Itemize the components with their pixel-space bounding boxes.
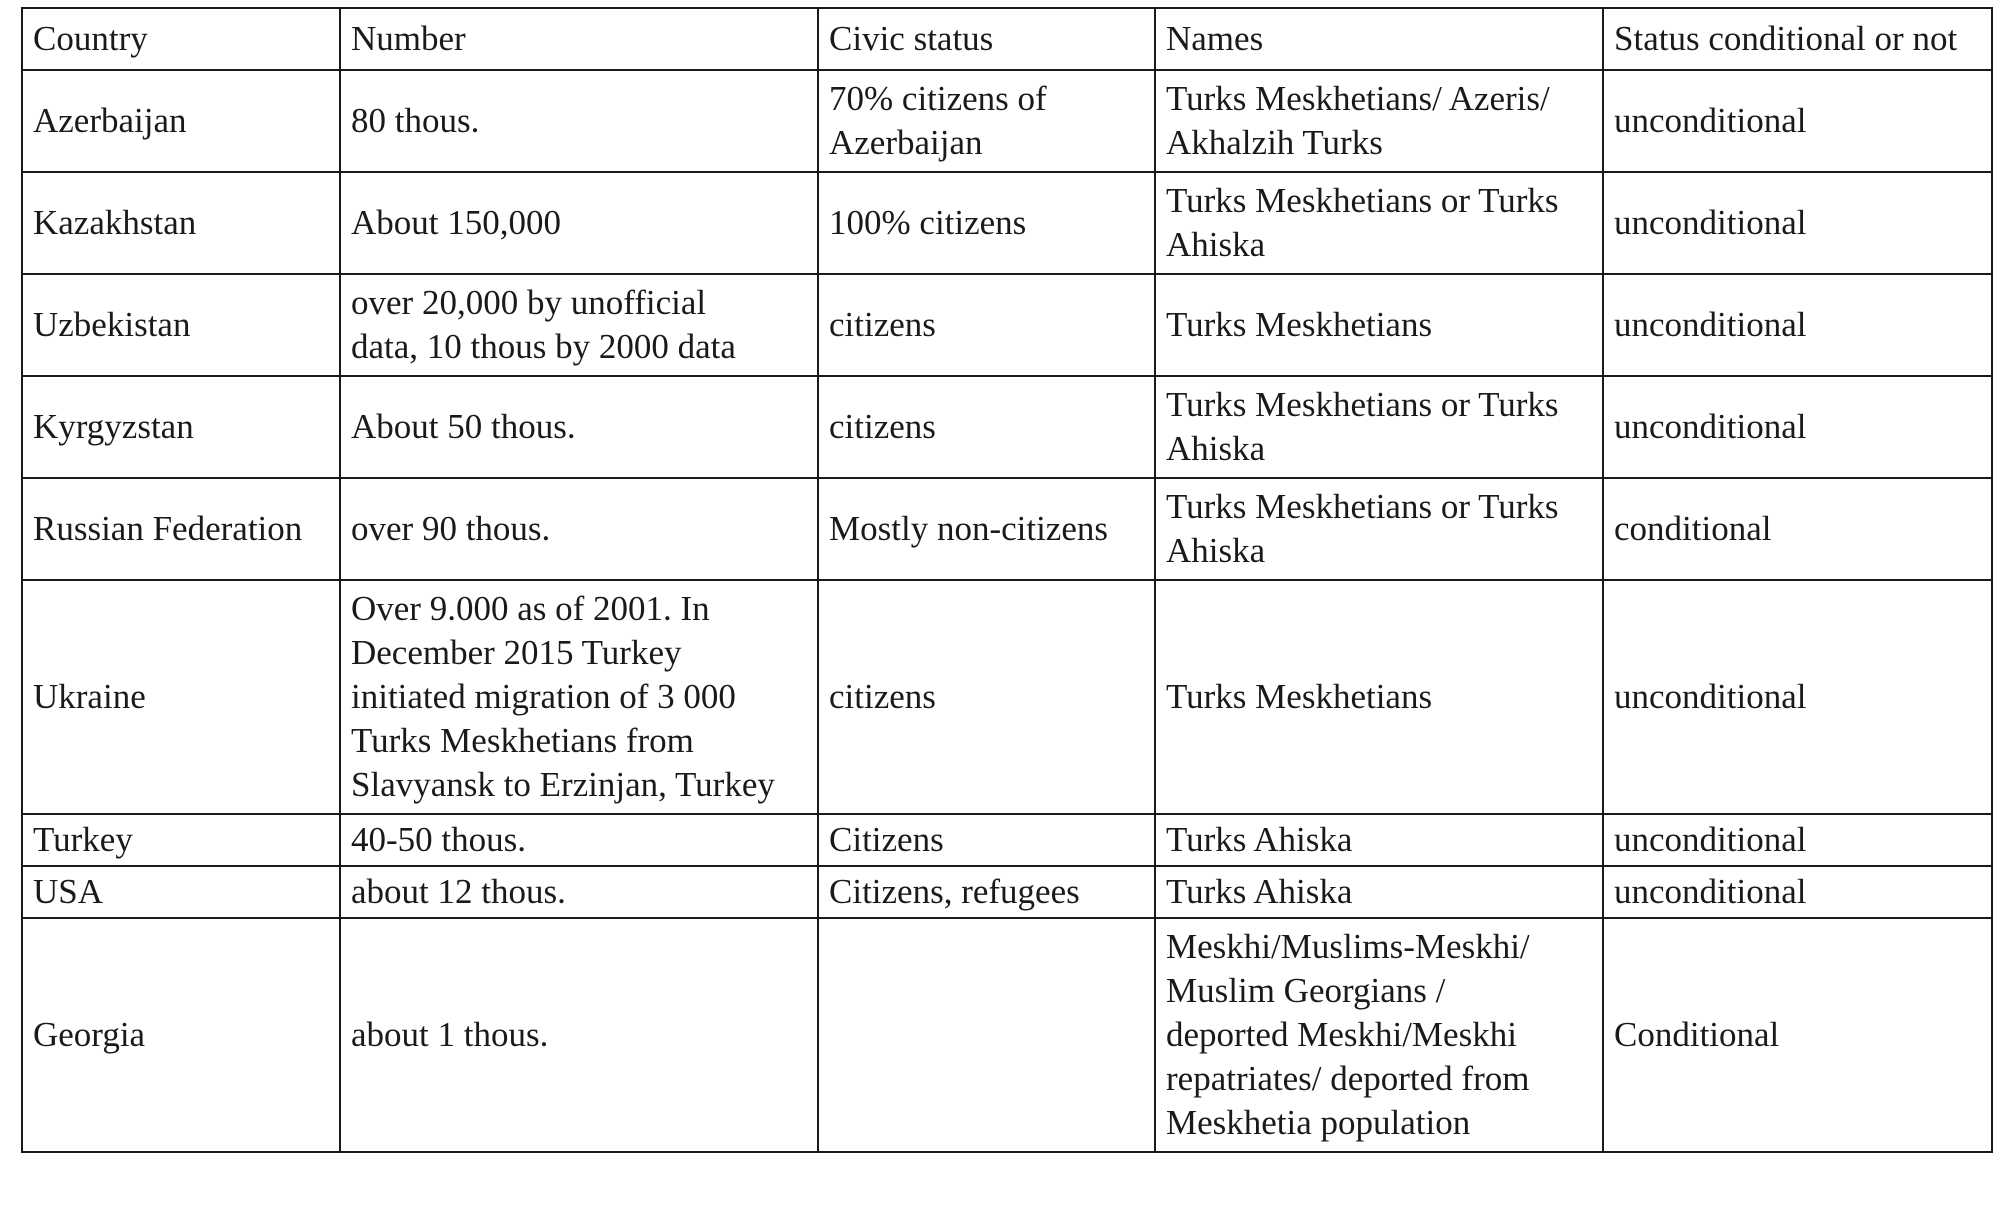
civic-status-cell [818, 918, 1155, 1152]
civic-status-cell [818, 376, 1155, 478]
header-row [22, 8, 1992, 70]
cell-line: Azerbaijan [33, 101, 187, 140]
names-cell [1155, 580, 1603, 814]
cell-line: data, 10 thous by 2000 data [351, 327, 736, 366]
table-header [22, 8, 1992, 70]
cell-line: Turks Meskhetians or Turks [1166, 385, 1559, 424]
cell-line: Ahiska [1166, 225, 1266, 264]
cell-line: Ahiska [1166, 429, 1266, 468]
names-cell [1155, 70, 1603, 172]
names-cell [1155, 814, 1603, 866]
table-row [22, 918, 1992, 1152]
cell-line: Turks Ahiska [1166, 872, 1353, 911]
cell-line: unconditional [1614, 820, 1807, 859]
cell-line: citizens [829, 407, 936, 446]
cell-line: Azerbaijan [829, 123, 983, 162]
cell-line: Meskhi/Muslims-Meskhi/ [1166, 927, 1530, 966]
cell-line: December 2015 Turkey [351, 633, 682, 672]
country-cell [22, 172, 340, 274]
cell-line: Meskhetia population [1166, 1103, 1471, 1142]
cell-line: USA [33, 872, 104, 911]
civic-status-cell [818, 172, 1155, 274]
status-cell [1603, 814, 1992, 866]
cell-line: Over 9.000 as of 2001. In [351, 589, 710, 628]
header-names: Names [1155, 8, 1603, 70]
country-cell [22, 866, 340, 918]
cell-line: Kyrgyzstan [33, 407, 194, 446]
status-cell [1603, 478, 1992, 580]
table-row [22, 866, 1992, 918]
names-cell [1155, 172, 1603, 274]
table-row [22, 580, 1992, 814]
table-row [22, 274, 1992, 376]
cell-line: unconditional [1614, 101, 1807, 140]
table-body [22, 70, 1992, 1152]
cell-line: Russian Federation [33, 509, 303, 548]
cell-line: 80 thous. [351, 101, 480, 140]
status-cell [1603, 274, 1992, 376]
cell-line: 100% citizens [829, 203, 1027, 242]
civic-status-cell [818, 866, 1155, 918]
cell-line: 70% citizens of [829, 79, 1047, 118]
cell-line: Georgia [33, 1015, 146, 1054]
cell-line: unconditional [1614, 203, 1807, 242]
table-row [22, 172, 1992, 274]
cell-line: Ukraine [33, 677, 146, 716]
cell-line: over 90 thous. [351, 509, 551, 548]
cell-line: conditional [1614, 509, 1772, 548]
cell-line: About 150,000 [351, 203, 561, 242]
status-cell [1603, 580, 1992, 814]
status-cell [1603, 918, 1992, 1152]
cell-line: about 1 thous. [351, 1015, 549, 1054]
civic-status-cell [818, 814, 1155, 866]
cell-line: Akhalzih Turks [1166, 123, 1383, 162]
cell-line: over 20,000 by unofficial [351, 283, 707, 322]
header-country: Country [22, 8, 340, 70]
country-cell [22, 478, 340, 580]
cell-line: about 12 thous. [351, 872, 566, 911]
header-civic-status: Civic status [818, 8, 1155, 70]
header-status-conditional: Status conditional or not [1603, 8, 1992, 70]
country-cell [22, 274, 340, 376]
cell-line: About 50 thous. [351, 407, 576, 446]
cell-line: Muslim Georgians / [1166, 971, 1446, 1010]
cell-line: initiated migration of 3 000 [351, 677, 736, 716]
number-cell [340, 172, 818, 274]
cell-line: Citizens [829, 820, 944, 859]
cell-line: Turkey [33, 820, 133, 859]
table-row [22, 376, 1992, 478]
number-cell [340, 918, 818, 1152]
cell-line: Mostly non-citizens [829, 509, 1108, 548]
cell-line: Conditional [1614, 1015, 1780, 1054]
data-table [21, 7, 1993, 1153]
status-cell [1603, 866, 1992, 918]
status-cell [1603, 70, 1992, 172]
cell-line: repatriates/ deported from [1166, 1059, 1530, 1098]
cell-line: Turks Meskhetians or Turks [1166, 487, 1559, 526]
names-cell [1155, 376, 1603, 478]
number-cell [340, 814, 818, 866]
number-cell [340, 376, 818, 478]
country-cell [22, 70, 340, 172]
civic-status-cell [818, 274, 1155, 376]
table-row [22, 70, 1992, 172]
names-cell [1155, 478, 1603, 580]
cell-line: citizens [829, 677, 936, 716]
cell-line: Turks Ahiska [1166, 820, 1353, 859]
names-cell [1155, 274, 1603, 376]
number-cell [340, 274, 818, 376]
cell-line: unconditional [1614, 677, 1807, 716]
cell-line: Ahiska [1166, 531, 1266, 570]
cell-line: 40-50 thous. [351, 820, 526, 859]
country-cell [22, 376, 340, 478]
civic-status-cell [818, 478, 1155, 580]
cell-line: Turks Meskhetians [1166, 677, 1433, 716]
number-cell [340, 70, 818, 172]
names-cell [1155, 918, 1603, 1152]
country-cell [22, 580, 340, 814]
civic-status-cell [818, 70, 1155, 172]
cell-line: unconditional [1614, 407, 1807, 446]
status-cell [1603, 172, 1992, 274]
civic-status-cell [818, 580, 1155, 814]
cell-line: Uzbekistan [33, 305, 191, 344]
cell-line: Turks Meskhetians or Turks [1166, 181, 1559, 220]
status-cell [1603, 376, 1992, 478]
number-cell [340, 866, 818, 918]
cell-line: Turks Meskhetians from [351, 721, 694, 760]
cell-line: citizens [829, 305, 936, 344]
cell-line: Turks Meskhetians/ Azeris/ [1166, 79, 1550, 118]
names-cell [1155, 866, 1603, 918]
number-cell [340, 580, 818, 814]
country-cell [22, 814, 340, 866]
number-cell [340, 478, 818, 580]
cell-line: Slavyansk to Erzinjan, Turkey [351, 765, 775, 804]
header-number: Number [340, 8, 818, 70]
cell-line: Kazakhstan [33, 203, 197, 242]
cell-line: deported Meskhi/Meskhi [1166, 1015, 1517, 1054]
table-row [22, 478, 1992, 580]
cell-line: Citizens, refugees [829, 872, 1080, 911]
cell-line: unconditional [1614, 305, 1807, 344]
cell-line: unconditional [1614, 872, 1807, 911]
cell-line: Turks Meskhetians [1166, 305, 1433, 344]
country-cell [22, 918, 340, 1152]
table-row [22, 814, 1992, 866]
